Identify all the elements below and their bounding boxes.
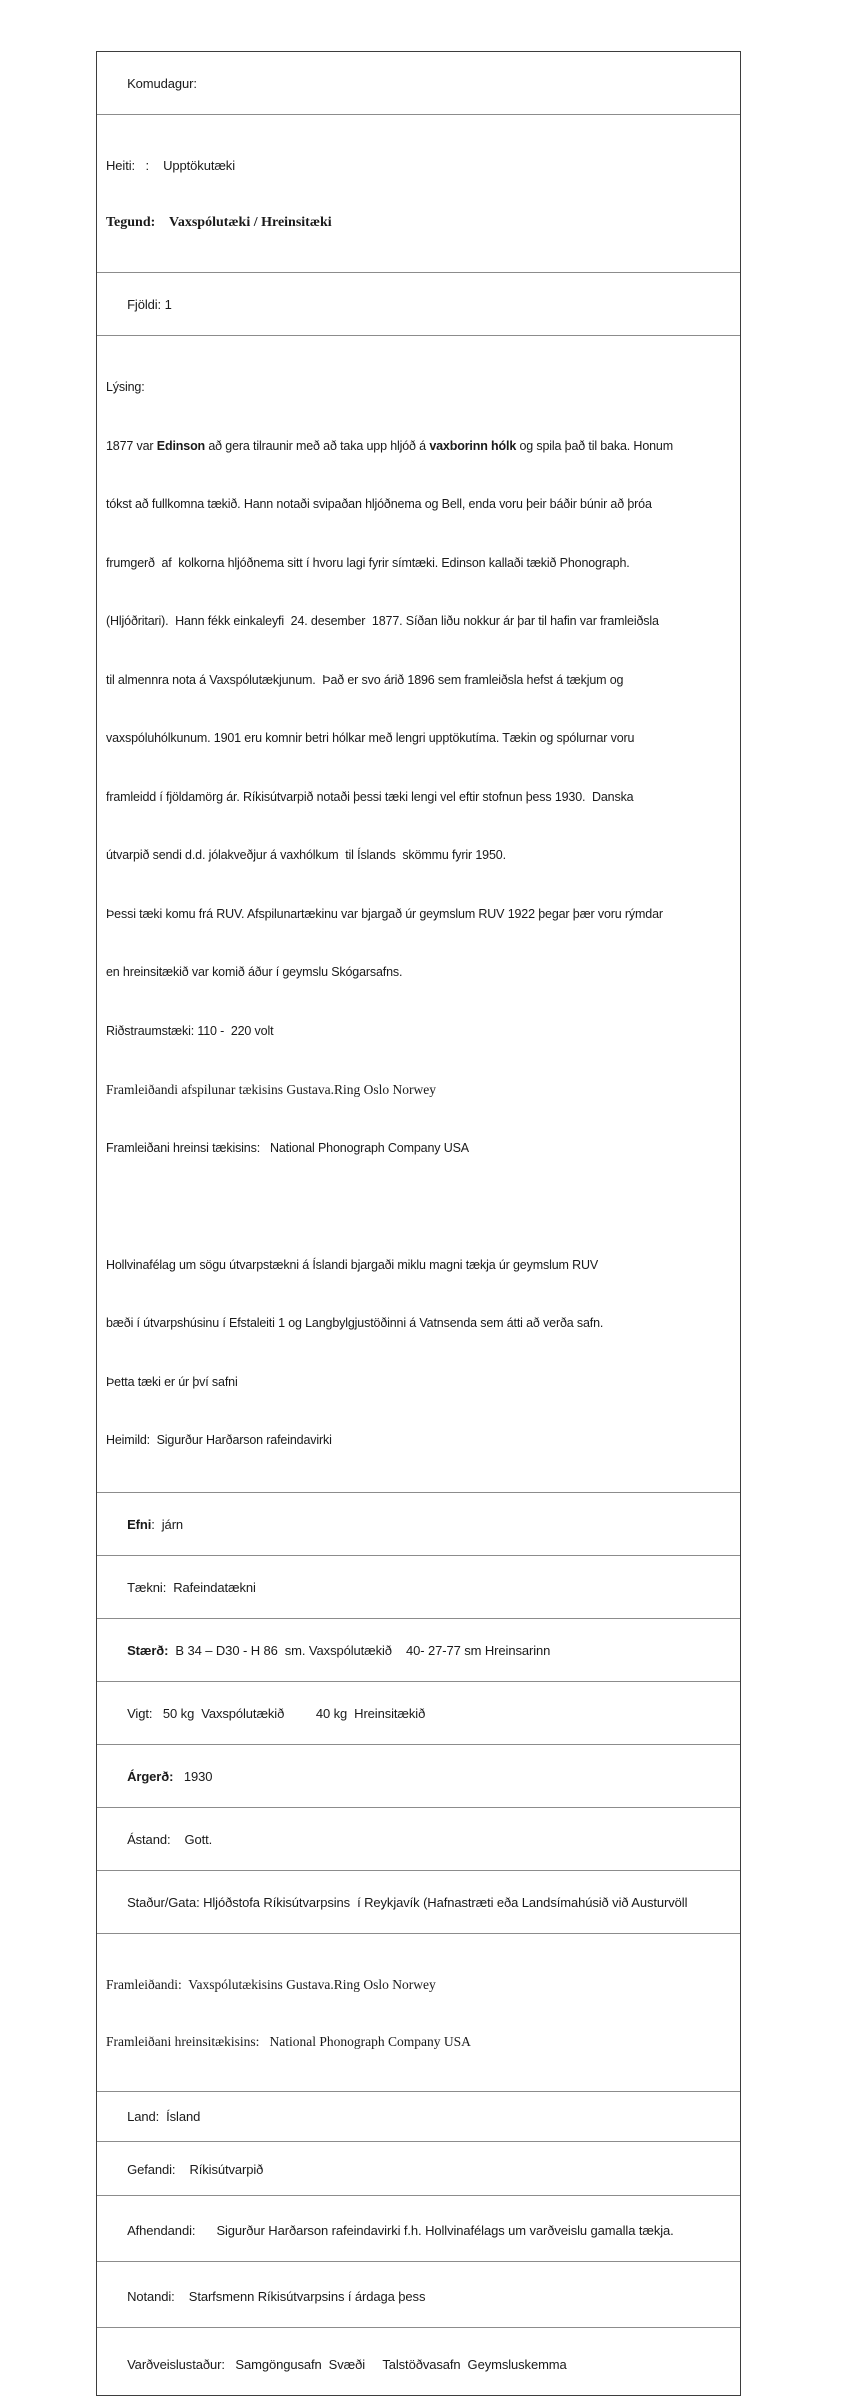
description-line: tókst að fullkomna tækið. Hann notaði svipaðan hljóðnema og Bell, enda voru þeir báðir búnir að þróa	[106, 497, 652, 511]
notandi-label: Notandi: Starfsmenn Ríkisútvarpsins í árdaga þess	[127, 2288, 426, 2304]
vigt-label: Vigt: 50 kg Vaxspólutækið 40 kg Hreinsitækið	[127, 1705, 426, 1721]
fjoldi-label: Fjöldi: 1	[127, 297, 172, 312]
description-text: 1877 var	[106, 438, 157, 453]
framleidandi-line2: Framleiðani hreinsitækisins: National Phonograph Company USA	[106, 2033, 471, 2049]
land-label: Land: Ísland	[127, 2108, 201, 2124]
description-line: Riðstraumstæki: 110 - 220 volt	[106, 1023, 274, 1038]
row-argerd	[97, 1744, 740, 1807]
lysing-heading: Lýsing:	[106, 380, 145, 394]
tegund-line: Tegund: Vaxspólutæki / Hreinsitæki	[106, 215, 332, 230]
description-text: og spila það til baka. Honum	[516, 438, 673, 453]
row-stadur-gata	[97, 1870, 740, 1933]
description-line-manufacturer-cleaner: Framleiðani hreinsi tækisins: National Phonograph Company USA	[106, 1140, 469, 1155]
row-astand	[97, 1807, 740, 1870]
row-vardveislustadur	[97, 2327, 740, 2395]
row-heiti-tegund	[97, 114, 740, 272]
description-bold-text: Edinson	[156, 438, 206, 453]
staerd-value: B 34 – D30 - H 86 sm. Vaxspólutækið 40- 27-77 sm Hreinsarinn	[168, 1642, 551, 1658]
staerd-label: Stærð:	[127, 1642, 169, 1658]
description-line: vaxspóluhólkunum. 1901 eru komnir betri hólkar með lengri upptökutíma. Tækin og spólurnar voru	[106, 731, 635, 745]
description-line: bæði í útvarpshúsinu í Efstaleiti 1 og Langbylgjustöðinni á Vatnsenda sem átti að verða safn.	[106, 1316, 604, 1330]
description-text: að gera tilraunir með að taka upp hljóð á	[205, 438, 430, 453]
description-line: Þessi tæki komu frá RUV. Afspilunartækinu var bjargað úr geymslum RUV 1922 þegar þær voru rýmdar	[106, 906, 663, 921]
afhendandi-label: Afhendandi: Sigurður Harðarson rafeindavirki f.h. Hollvinafélags um varðveislu gamalla tækja.	[127, 2222, 674, 2238]
row-afhendandi	[97, 2195, 740, 2261]
description-line-heimild: Heimild: Sigurður Harðarson rafeindavirki	[106, 1433, 332, 1447]
description-line: en hreinsitækið var komið áður í geymslu Skógarsafns.	[106, 965, 403, 979]
astand-label: Ástand: Gott.	[127, 1831, 213, 1847]
taekni-label: Tækni: Rafeindatækni	[127, 1579, 256, 1595]
row-fjoldi	[97, 272, 740, 335]
row-vigt	[97, 1681, 740, 1744]
stadur-label: Staður/Gata: Hljóðstofa Ríkisútvarpsins í Reykjavík (Hafnastræti eða Landsímahúsið við Austurvöll	[127, 1894, 688, 1910]
row-efni	[97, 1492, 740, 1555]
description-line: til almennra nota á Vaxspólutækjunum. Það er svo árið 1896 sem framleiðsla hefst á tækjum og	[106, 672, 624, 687]
description-line: (Hljóðritari). Hann fékk einkaleyfi 24. desember 1877. Síðan liðu nokkur ár þar til hafin var framleiðsla	[106, 614, 659, 628]
komudagur-label: Komudagur:	[127, 76, 197, 91]
description-blank-line	[106, 1197, 732, 1217]
framleidandi-line1: Framleiðandi: Vaxspólutækisins Gustava.Ring Oslo Norwey	[106, 1976, 436, 1992]
description-bold-text: vaxborinn hólk	[429, 438, 517, 453]
vardveislustadur-label: Varðveislustaður: Samgöngusafn Svæði Talstöðvasafn Geymsluskemma	[127, 2356, 567, 2372]
gefandi-label: Gefandi: Ríkisútvarpið	[127, 2161, 264, 2177]
description-line-manufacturer-player: Framleiðandi afspilunar tækisins Gustava.Ring Oslo Norwey	[106, 1082, 436, 1097]
efni-value: : járn	[151, 1516, 184, 1532]
description-line: Þetta tæki er úr því safni	[106, 1374, 238, 1389]
efni-label: Efni	[127, 1516, 152, 1532]
row-lysing	[97, 335, 740, 1492]
row-komudagur	[97, 52, 740, 114]
row-framleidandi	[97, 1933, 740, 2091]
description-line: útvarpið sendi d.d. jólakveðjur á vaxhólkum til Íslands skömmu fyrir 1950.	[106, 848, 506, 862]
heiti-line: Heiti: : Upptökutæki	[106, 158, 235, 173]
row-land	[97, 2091, 740, 2141]
argerd-value: 1930	[173, 1768, 213, 1784]
description-line: frumgerð af kolkorna hljóðnema sitt í hvoru lagi fyrir símtæki. Edinson kallaði tækið Phonograph.	[106, 555, 630, 570]
argerd-label: Árgerð:	[127, 1768, 174, 1784]
description-line: framleidd í fjöldamörg ár. Ríkisútvarpið notaði þessi tæki lengi vel eftir stofnun þess 1930. Danska	[106, 789, 634, 804]
row-taekni	[97, 1555, 740, 1618]
row-staerd	[97, 1618, 740, 1681]
description-line	[106, 437, 732, 457]
row-gefandi	[97, 2141, 740, 2195]
row-notandi	[97, 2261, 740, 2327]
description-line: Hollvinafélag um sögu útvarpstækni á Íslandi bjargaði miklu magni tækja úr geymslum RUV	[106, 1257, 599, 1272]
catalog-table	[96, 51, 741, 2396]
